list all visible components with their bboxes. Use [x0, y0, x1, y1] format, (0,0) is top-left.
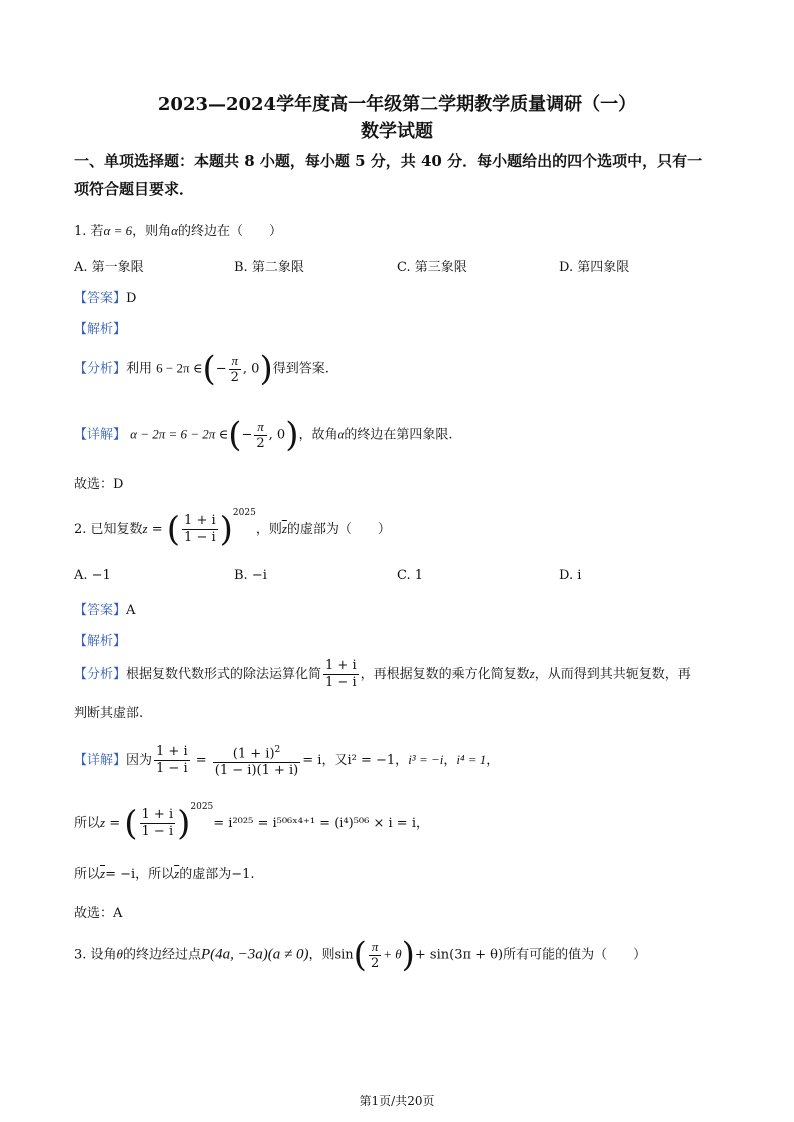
q2-fenxi-line2: 判断其虚部. [74, 706, 144, 721]
section-heading-line2: 项符合题目要求． [74, 180, 195, 198]
q2-conj: 所以$\overline{z}= -i$，所以$\overline{z}$的虚部为−1. [74, 866, 255, 882]
q2-option-d: D. i [559, 568, 582, 583]
q1-xiangjie: 【详解】 α − 2π = 6 − 2π ∈(− $\frac{\pi}{2}$ , 0)，故角α的终边在第四象限. [74, 415, 453, 455]
q2-option-b: B. −i [234, 568, 267, 583]
q2-xiangjie-fraction1: $\frac{1 + i}{1 - i}$ [156, 744, 188, 777]
q2-select: 故选：A [74, 906, 123, 921]
q2-stem-fraction: $\frac{1 + i}{1 - i}$ [184, 513, 216, 545]
q2-xiangjie: 【详解】因为 $\frac{1 + i}{1 - i}$ = $\frac{(1 + i)^2}{(1 - i)(1 + i)}$ = i，又i² = −1，i³ = −i，i⁴ = 1， [74, 742, 499, 779]
q2-fenxi: 【分析】根据复数代数形式的除法运算化简 $\frac{1 + i}{1 - i}$ ，再根据复数的乘方化简复数z，从而得到其共轭复数，再 [74, 658, 691, 690]
q2-answer: 【答案】A [74, 603, 136, 618]
document-title: 2023—2024学年度高一年级第二学期教学质量调研（一） [157, 94, 637, 115]
q1-xiangjie-fraction: $\frac{\pi}{2}$ [256, 418, 265, 451]
q1-fenxi-fraction: $\frac{\pi}{2}$ [230, 352, 239, 385]
q1-option-b: B. 第二象限 [234, 260, 304, 275]
q1-option-a: A. 第一象限 [74, 260, 144, 275]
q1-select: 故选：D [74, 477, 124, 492]
document-subtitle: 数学试题 [361, 121, 433, 142]
q2-stem: 2. 已知复数z = ( $\frac{1 + i}{1 - i}$ )$^{2025}$，则$\overline{z}$的虚部为（ ） [74, 508, 391, 550]
q2-chain-fraction: $\frac{1 + i}{1 - i}$ [141, 807, 174, 839]
page-footer: 第1页/共20页 [359, 1094, 435, 1108]
q1-fenxi: 【分析】利用 6 − 2π ∈(− $\frac{\pi}{2}$ , 0)得到答案. [74, 349, 329, 389]
q2-option-c: C. 1 [397, 568, 424, 583]
q3-fraction: $\frac{\pi}{2}$ [370, 938, 380, 971]
section-heading-line1: 一、单项选择题：本题共 8 小题，每小题 5 分，共 40 分．每小题给出的四个选项中，只有一 [74, 152, 703, 170]
q3-stem: 3. 设角θ的终边经过点P(4a, −3a)(a ≠ 0)，则sin( $\frac{\pi}{2}$ + θ)+ sin(3π + θ)所有可能的值为（ ） [74, 935, 647, 975]
q1-stem: 1. 若α = 6，则角α的终边在（ ） [74, 223, 283, 239]
q1-option-d: D. 第四象限 [559, 260, 630, 275]
q2-option-a: A. −1 [74, 568, 111, 583]
q2-xiangjie-fraction2: $\frac{(1 + i)^2}{(1 - i)(1 + i)}$ [213, 742, 300, 779]
q1-analysis-tag: 【解析】 [74, 322, 127, 337]
q2-fenxi-fraction: $\frac{1 + i}{1 - i}$ [325, 658, 357, 690]
q1-answer: 【答案】D [74, 291, 137, 306]
q1-option-c: C. 第三象限 [397, 260, 467, 275]
q2-chain: 所以z = ( $\frac{1 + i}{1 - i}$ )$^{2025}$= i²⁰²⁵ = i⁵⁰⁶ˣ⁴⁺¹ = (i⁴)⁵⁰⁶ × i = i， [74, 802, 430, 844]
q2-analysis-tag: 【解析】 [74, 634, 127, 649]
